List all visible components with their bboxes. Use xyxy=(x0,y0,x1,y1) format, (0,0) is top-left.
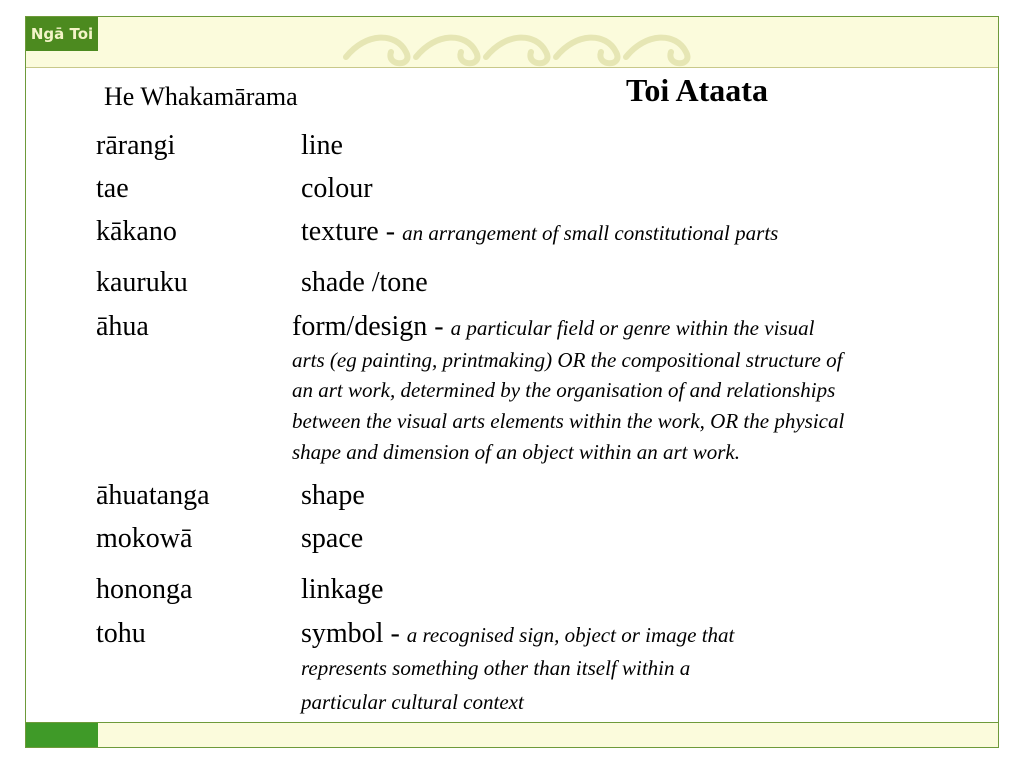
term-mokowa: mokowā xyxy=(96,523,193,554)
definition-tohu-note: a recognised sign, object or image that xyxy=(406,623,735,647)
definition-ahua-note-line: between the visual arts elements within the work, OR the physical xyxy=(292,409,845,433)
definition-tohu-label: symbol - xyxy=(301,618,407,649)
definition-ahua-note-line: an art work, determined by the organisation of and relationships xyxy=(292,378,836,402)
term-hononga: hononga xyxy=(96,574,193,605)
definition-tohu xyxy=(301,618,734,650)
footer-green-block xyxy=(26,723,98,747)
term-rarangi: rārangi xyxy=(96,130,176,161)
definition-kakano-note: an arrangement of small constitutional parts xyxy=(402,221,779,245)
slide-subtitle: He Whakamārama xyxy=(104,82,298,111)
definition-hononga: linkage xyxy=(301,574,384,605)
term-tae: tae xyxy=(96,173,129,204)
nga-toi-logo: Ngā Toi xyxy=(26,17,98,51)
definition-kakano xyxy=(301,216,778,248)
term-ahuatanga: āhuatanga xyxy=(96,480,210,511)
definition-tae: colour xyxy=(301,173,373,204)
header-band xyxy=(26,17,998,68)
term-ahua: āhua xyxy=(96,311,149,342)
term-kakano: kākano xyxy=(96,216,177,247)
definition-ahua-note-line: arts (eg painting, printmaking) OR the compositional structure of xyxy=(292,348,843,372)
definition-kakano-label: texture - xyxy=(301,216,403,247)
definition-tohu-note-line: particular cultural context xyxy=(301,690,524,714)
definition-ahua-note-line: shape and dimension of an object within an art work. xyxy=(292,440,740,464)
definition-ahuatanga: shape xyxy=(301,480,365,511)
slide-title: Toi Ataata xyxy=(626,72,768,108)
term-kauruku: kauruku xyxy=(96,267,188,298)
definition-kauruku: shade /tone xyxy=(301,267,428,298)
term-tohu: tohu xyxy=(96,618,146,649)
footer-band xyxy=(26,722,998,747)
definition-ahua xyxy=(292,311,982,343)
definition-mokowa: space xyxy=(301,523,364,554)
definition-ahua-note: a particular field or genre within the visual xyxy=(450,316,815,340)
definition-rarangi: line xyxy=(301,130,343,161)
definition-ahua-label: form/design - xyxy=(292,311,451,342)
kowhaiwhai-pattern-icon xyxy=(336,27,716,71)
definition-tohu-note-line: represents something other than itself within a xyxy=(301,656,691,680)
